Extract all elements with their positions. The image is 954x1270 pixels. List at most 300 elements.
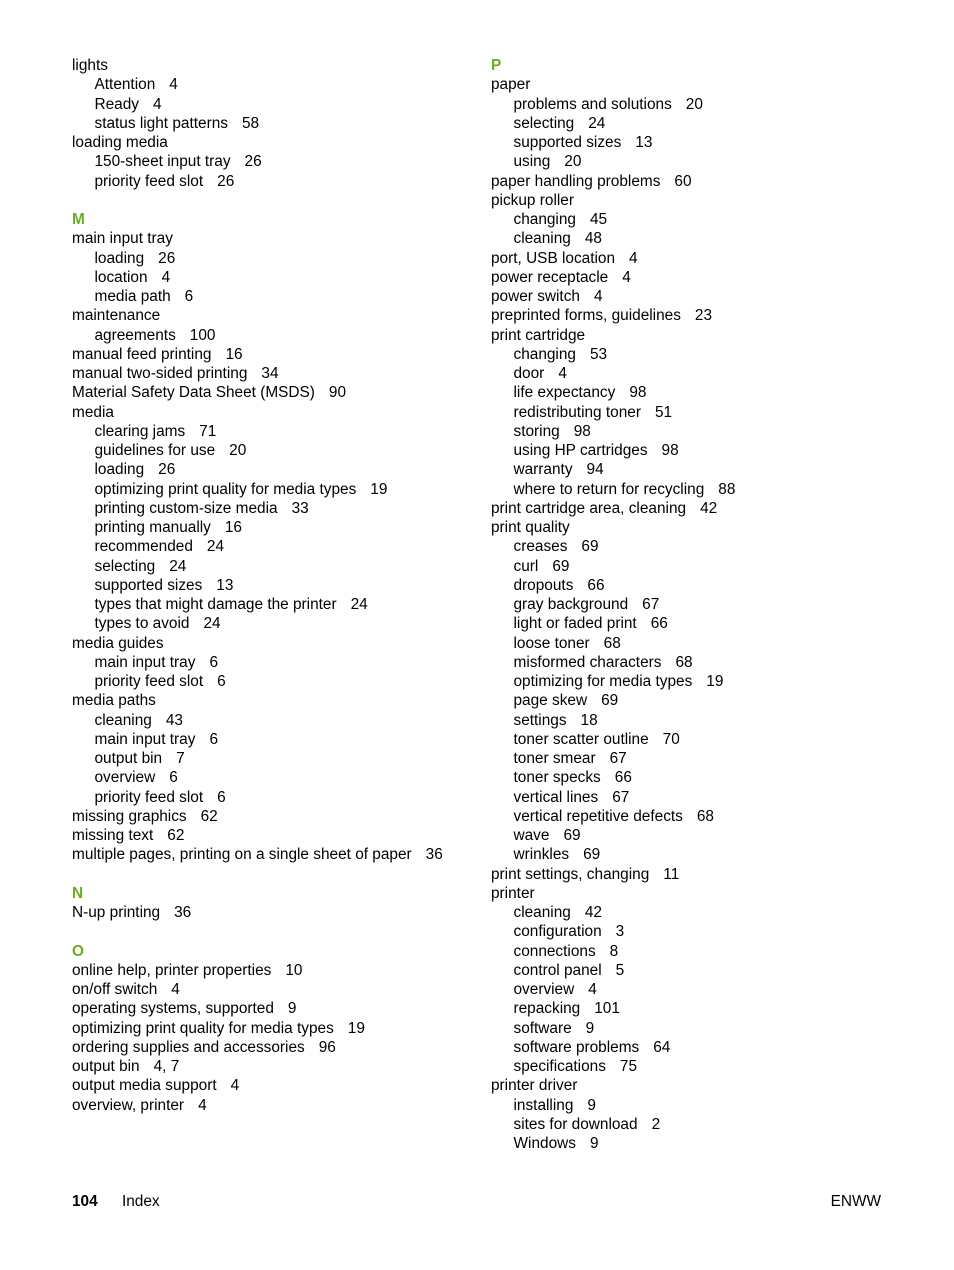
entry-page-ref: 3 — [615, 923, 625, 941]
entry-page-ref: 66 — [587, 576, 605, 594]
entry-term: pickup roller — [491, 191, 574, 209]
entry-page-ref: 62 — [200, 807, 218, 825]
entry-page-ref: 24 — [206, 538, 225, 556]
entry-page-ref: 96 — [318, 1038, 336, 1056]
index-subentry — [491, 653, 911, 672]
index-subentry — [72, 672, 472, 691]
entry-page-ref: 69 — [552, 557, 570, 575]
entry-term: main input tray — [94, 730, 196, 748]
entry-term: media guides — [72, 634, 164, 652]
entry-term: operating systems, supported — [72, 1000, 274, 1018]
section-name: Index — [121, 1193, 160, 1210]
entry-term: printing custom-size media — [94, 499, 278, 517]
entry-page-ref: 4 — [153, 95, 162, 113]
entry-page-ref: 4 — [198, 1096, 207, 1114]
index-subentry — [491, 557, 911, 576]
index-subentry — [491, 229, 911, 248]
entry-page-ref: 45 — [589, 211, 608, 228]
index-subentry — [72, 730, 472, 749]
entry-term: multiple pages, printing on a single sheet of paper — [72, 846, 412, 864]
entry-page-ref: 8 — [609, 942, 619, 960]
entry-term: overview — [94, 769, 156, 787]
index-subentry — [72, 518, 472, 537]
entry-page-ref: 4 — [629, 249, 638, 267]
index-subentry — [491, 999, 911, 1018]
entry-page-ref: 19 — [706, 673, 724, 690]
index-subentry — [491, 980, 911, 999]
entry-term: cleaning — [513, 230, 571, 248]
index-entry — [491, 326, 911, 345]
section-letter: P — [491, 57, 502, 74]
index-subentry — [72, 441, 472, 460]
index-subentry — [491, 711, 911, 730]
entry-page-ref: 24 — [588, 114, 606, 132]
index-entry — [491, 1076, 911, 1095]
index-subentry — [491, 383, 911, 402]
entry-page-ref: 67 — [642, 596, 660, 613]
entry-term: warranty — [513, 461, 573, 479]
entry-page-ref: 101 — [594, 1000, 620, 1018]
entry-term: overview, printer — [72, 1096, 185, 1114]
entry-term: loading — [94, 249, 145, 267]
index-entry — [72, 845, 472, 864]
entry-term: optimizing for media types — [513, 673, 693, 690]
entry-page-ref: 36 — [425, 846, 443, 864]
index-subentry — [491, 460, 911, 479]
index-subentry — [491, 210, 911, 229]
section-letter: N — [72, 884, 84, 902]
entry-term: supported sizes — [94, 576, 203, 594]
index-subentry — [491, 672, 911, 691]
index-entry — [491, 249, 911, 268]
index-entry — [72, 345, 472, 364]
entry-term: lights — [72, 57, 108, 74]
entry-term: power switch — [491, 288, 580, 305]
entry-term: creases — [513, 538, 568, 556]
section-letter: O — [72, 942, 84, 960]
index-subentry — [491, 614, 911, 633]
entry-term: loose toner — [513, 634, 590, 652]
entry-page-ref: 4 — [622, 268, 631, 286]
entry-term: recommended — [94, 538, 193, 556]
index-subentry — [72, 152, 472, 171]
entry-page-ref: 67 — [609, 750, 627, 767]
entry-page-ref: 70 — [662, 730, 680, 748]
entry-term: 150-sheet input tray — [94, 153, 231, 171]
entry-term: media paths — [72, 692, 156, 710]
index-entry — [72, 1038, 472, 1057]
entry-term: print cartridge — [491, 326, 586, 344]
entry-term: ordering supplies and accessories — [72, 1038, 305, 1056]
entry-term: changing — [513, 345, 576, 363]
index-entry — [72, 306, 472, 325]
entry-term: types to avoid — [94, 615, 190, 633]
entry-page-ref: 19 — [370, 480, 388, 498]
entry-page-ref: 67 — [612, 788, 630, 806]
entry-term: manual two-sided printing — [72, 365, 248, 382]
entry-term: vertical lines — [513, 788, 599, 806]
entry-term: installing — [513, 1096, 574, 1114]
entry-term: print quality — [491, 519, 570, 536]
entry-page-ref: 94 — [586, 461, 604, 479]
entry-page-ref: 4 — [588, 981, 597, 998]
entry-term: status light patterns — [94, 114, 228, 132]
entry-term: guidelines for use — [94, 442, 216, 459]
index-entry — [491, 306, 911, 325]
entry-term: using HP cartridges — [513, 442, 648, 459]
index-subentry — [72, 114, 472, 133]
entry-term: repacking — [513, 1000, 581, 1018]
entry-page-ref: 9 — [585, 1019, 595, 1037]
section-letter: M — [72, 211, 85, 228]
entry-page-ref: 68 — [696, 807, 714, 825]
entry-page-ref: 68 — [603, 634, 621, 652]
entry-term: page skew — [513, 692, 588, 710]
entry-term: vertical repetitive defects — [513, 807, 683, 825]
entry-term: Material Safety Data Sheet (MSDS) — [72, 384, 315, 402]
entry-page-ref: 90 — [328, 384, 347, 402]
index-entry — [72, 133, 472, 152]
index-subentry — [491, 634, 911, 653]
entry-term: Windows — [513, 1135, 576, 1152]
section-spacer — [72, 191, 472, 210]
document-tag: ENWW — [830, 1193, 881, 1210]
index-entry — [72, 229, 472, 248]
index-column-right — [491, 56, 911, 1153]
entry-term: gray background — [513, 596, 629, 613]
entry-page-ref: 26 — [158, 461, 176, 479]
entry-page-ref: 69 — [563, 827, 581, 844]
entry-term: priority feed slot — [94, 172, 204, 190]
entry-term: main input tray — [94, 653, 196, 671]
entry-page-ref: 2 — [651, 1115, 661, 1133]
entry-term: supported sizes — [513, 134, 622, 151]
index-subentry — [491, 537, 911, 556]
index-subentry — [491, 845, 911, 864]
entry-term: priority feed slot — [94, 788, 204, 806]
entry-page-ref: 58 — [241, 114, 260, 132]
index-subentry — [491, 345, 911, 364]
entry-term: wrinkles — [513, 846, 570, 864]
entry-term: printer — [491, 884, 535, 902]
index-subentry — [72, 537, 472, 556]
index-entry — [72, 1019, 472, 1038]
index-entry — [72, 364, 472, 383]
index-subentry — [72, 614, 472, 633]
index-subentry — [72, 557, 472, 576]
entry-term: door — [513, 365, 545, 382]
entry-term: port, USB location — [491, 249, 616, 267]
entry-page-ref: 4, 7 — [153, 1058, 180, 1075]
entry-page-ref: 4 — [169, 76, 178, 94]
entry-term: software — [513, 1019, 572, 1037]
entry-term: output media support — [72, 1077, 217, 1095]
entry-term: where to return for recycling — [513, 480, 705, 498]
index-subentry — [491, 133, 911, 152]
index-subentry — [491, 403, 911, 422]
entry-page-ref: 4 — [558, 365, 567, 382]
entry-page-ref: 4 — [161, 268, 171, 286]
entry-term: media — [72, 403, 114, 421]
page-number: 104 — [72, 1193, 98, 1210]
entry-page-ref: 6 — [209, 653, 219, 671]
entry-term: problems and solutions — [513, 95, 672, 113]
entry-term: clearing jams — [94, 422, 186, 440]
entry-term: storing — [513, 422, 560, 440]
index-subentry — [72, 460, 472, 479]
index-subentry — [491, 152, 911, 171]
entry-term: changing — [513, 211, 576, 228]
entry-term: selecting — [513, 114, 575, 132]
index-subentry — [491, 95, 911, 114]
entry-term: life expectancy — [513, 384, 616, 402]
entry-page-ref: 19 — [347, 1019, 365, 1037]
entry-term: printing manually — [94, 519, 211, 536]
entry-term: cleaning — [513, 904, 571, 921]
entry-page-ref: 36 — [174, 904, 192, 921]
entry-term: control panel — [513, 961, 602, 979]
index-subentry — [72, 499, 472, 518]
entry-page-ref: 16 — [225, 345, 243, 363]
entry-page-ref: 98 — [629, 384, 647, 402]
entry-page-ref: 4 — [593, 288, 603, 305]
page-footer-left — [72, 1192, 160, 1212]
index-subentry — [491, 114, 911, 133]
entry-term: overview — [513, 981, 575, 998]
entry-term: configuration — [513, 923, 602, 941]
entry-term: location — [94, 268, 148, 286]
entry-page-ref: 4 — [230, 1077, 240, 1095]
index-subentry — [491, 480, 911, 499]
entry-page-ref: 5 — [615, 961, 625, 979]
index-entry — [72, 961, 472, 980]
entry-page-ref: 9 — [287, 1000, 297, 1018]
entry-term: cleaning — [94, 711, 152, 729]
index-subentry — [491, 691, 911, 710]
index-subentry — [72, 326, 472, 345]
index-subentry — [491, 788, 911, 807]
index-subentry — [491, 730, 911, 749]
entry-term: missing graphics — [72, 807, 187, 825]
entry-term: specifications — [513, 1058, 606, 1075]
entry-term: priority feed slot — [94, 673, 204, 690]
entry-term: toner scatter outline — [513, 730, 649, 748]
index-entry — [491, 865, 911, 884]
index-subentry — [491, 807, 911, 826]
index-subentry — [491, 1115, 911, 1134]
entry-page-ref: 10 — [285, 961, 303, 979]
entry-page-ref: 18 — [580, 711, 598, 729]
entry-page-ref: 88 — [718, 480, 736, 498]
entry-page-ref: 26 — [158, 249, 176, 267]
entry-term: manual feed printing — [72, 345, 212, 363]
index-subentry — [491, 364, 911, 383]
entry-term: preprinted forms, guidelines — [491, 307, 681, 325]
entry-term: curl — [513, 557, 539, 575]
index-entry — [72, 383, 472, 402]
index-subentry — [491, 595, 911, 614]
entry-page-ref: 26 — [217, 172, 235, 190]
entry-term: print cartridge area, cleaning — [491, 499, 687, 517]
entry-term: optimizing print quality for media types — [72, 1019, 334, 1037]
entry-term: paper — [491, 76, 531, 94]
entry-term: main input tray — [72, 230, 173, 248]
index-entry — [491, 884, 911, 903]
entry-page-ref: 48 — [584, 230, 602, 248]
index-subentry — [491, 826, 911, 845]
entry-term: selecting — [94, 557, 156, 575]
entry-term: output bin — [94, 750, 163, 767]
index-subentry — [72, 249, 472, 268]
entry-page-ref: 33 — [291, 499, 309, 517]
index-subentry — [72, 422, 472, 441]
entry-term: N-up printing — [72, 904, 161, 921]
entry-page-ref: 42 — [700, 499, 718, 517]
entry-page-ref: 26 — [244, 153, 262, 171]
index-subentry — [491, 922, 911, 941]
index-subentry — [491, 903, 911, 922]
entry-page-ref: 13 — [635, 134, 653, 151]
entry-page-ref: 100 — [189, 326, 216, 344]
entry-page-ref: 43 — [165, 711, 183, 729]
index-subentry — [491, 749, 911, 768]
entry-term: Attention — [94, 76, 156, 94]
index-subentry — [491, 1019, 911, 1038]
entry-page-ref: 34 — [261, 365, 279, 382]
index-column-left — [72, 56, 472, 1115]
entry-term: toner specks — [513, 769, 601, 787]
entry-term: print settings, changing — [491, 865, 650, 883]
entry-term: using — [513, 153, 551, 171]
entry-page-ref: 20 — [564, 153, 582, 171]
index-subentry — [72, 749, 472, 768]
index-entry — [491, 518, 911, 537]
entry-page-ref: 6 — [169, 769, 178, 787]
entry-term: software problems — [513, 1038, 640, 1056]
entry-page-ref: 69 — [583, 846, 601, 864]
entry-page-ref: 69 — [601, 692, 619, 710]
index-subentry — [72, 711, 472, 730]
entry-page-ref: 42 — [584, 904, 602, 921]
entry-page-ref: 9 — [589, 1135, 599, 1152]
index-subentry — [72, 287, 472, 306]
entry-term: wave — [513, 827, 550, 844]
index-subentry — [72, 653, 472, 672]
entry-page-ref: 98 — [661, 442, 679, 459]
entry-term: printer driver — [491, 1077, 578, 1095]
index-subentry — [72, 268, 472, 287]
entry-page-ref: 66 — [650, 615, 668, 633]
entry-term: loading — [94, 461, 145, 479]
entry-term: connections — [513, 942, 596, 960]
entry-term: online help, printer properties — [72, 961, 272, 979]
entry-page-ref: 11 — [663, 865, 680, 883]
entry-page-ref: 24 — [169, 557, 187, 575]
entry-term: output bin — [72, 1058, 140, 1075]
entry-page-ref: 9 — [587, 1096, 596, 1114]
entry-page-ref: 6 — [217, 673, 226, 690]
index-subentry — [491, 422, 911, 441]
index-subentry — [72, 95, 472, 114]
index-entry — [491, 499, 911, 518]
index-entry — [491, 191, 911, 210]
entry-page-ref: 13 — [216, 576, 234, 594]
entry-page-ref: 60 — [674, 172, 692, 190]
section-spacer — [72, 922, 472, 941]
index-subentry — [72, 768, 472, 787]
entry-term: on/off switch — [72, 981, 158, 998]
index-entry — [491, 268, 911, 287]
index-entry — [72, 691, 472, 710]
entry-page-ref: 75 — [619, 1058, 638, 1075]
entry-page-ref: 23 — [694, 307, 713, 325]
entry-term: light or faded print — [513, 615, 637, 633]
entry-page-ref: 20 — [229, 442, 247, 459]
index-entry — [72, 807, 472, 826]
index-entry — [72, 634, 472, 653]
index-entry — [491, 287, 911, 306]
index-subentry — [491, 1134, 911, 1153]
entry-term: paper handling problems — [491, 172, 661, 190]
entry-term: settings — [513, 711, 567, 729]
entry-term: redistributing toner — [513, 403, 641, 421]
index-subentry — [72, 172, 472, 191]
entry-term: sites for download — [513, 1115, 638, 1133]
index-entry — [72, 999, 472, 1018]
index-entry — [491, 75, 911, 94]
index-entry — [72, 403, 472, 422]
entry-term: maintenance — [72, 307, 161, 325]
entry-page-ref: 64 — [653, 1038, 671, 1056]
index-entry — [72, 1076, 472, 1095]
entry-page-ref: 62 — [167, 827, 185, 844]
entry-page-ref: 71 — [199, 422, 217, 440]
entry-page-ref: 69 — [581, 538, 599, 556]
section-spacer — [72, 865, 472, 884]
index-entry — [72, 980, 472, 999]
entry-term: media path — [94, 288, 171, 305]
entry-page-ref: 53 — [589, 345, 608, 363]
entry-term: missing text — [72, 827, 154, 844]
index-entry — [72, 826, 472, 845]
index-subentry — [491, 1096, 911, 1115]
index-entry — [491, 172, 911, 191]
entry-page-ref: 6 — [217, 788, 226, 806]
index-subentry — [72, 595, 472, 614]
entry-page-ref: 4 — [171, 981, 180, 998]
index-subentry — [491, 1038, 911, 1057]
entry-term: optimizing print quality for media types — [94, 480, 357, 498]
entry-page-ref: 51 — [654, 403, 673, 421]
index-entry — [72, 1096, 472, 1115]
index-subentry — [72, 788, 472, 807]
entry-page-ref: 24 — [350, 596, 368, 613]
entry-term: Ready — [94, 95, 139, 113]
index-subentry — [491, 961, 911, 980]
entry-page-ref: 24 — [203, 615, 221, 633]
index-subentry — [491, 1057, 911, 1076]
page-footer-right — [831, 1192, 881, 1212]
entry-term: power receptacle — [491, 268, 609, 286]
index-subentry — [491, 768, 911, 787]
entry-page-ref: 7 — [176, 750, 185, 767]
entry-page-ref: 68 — [675, 653, 693, 671]
entry-page-ref: 6 — [209, 730, 219, 748]
entry-page-ref: 20 — [685, 95, 703, 113]
index-entry — [72, 903, 472, 922]
entry-term: misformed characters — [513, 653, 662, 671]
index-subentry — [72, 576, 472, 595]
